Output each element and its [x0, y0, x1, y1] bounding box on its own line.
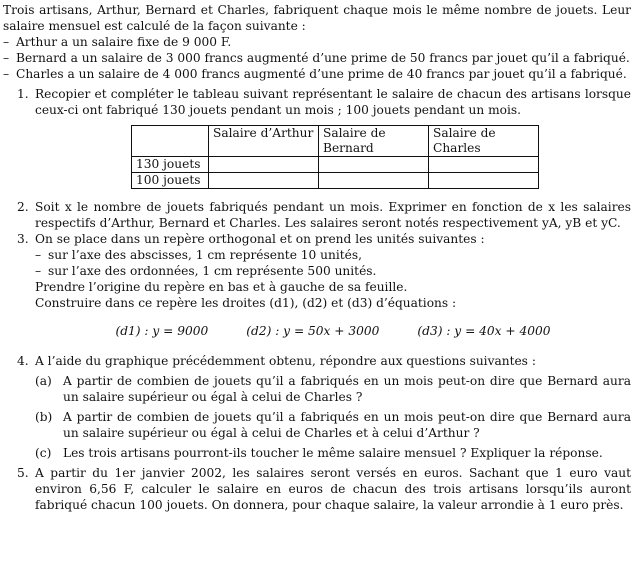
question-5-text: A partir du 1er janvier 2002, les salaires seront versés en euros. Sachant que 1 euro vaut environ 6,56 F, calculer le salaire en euros de chacun des trois artisans lorsqu’ils auront fabriqué chacun 100 jouets. On donnera, pour chaque salaire, la valeur arrondie à 1 euro près. [35, 466, 631, 512]
question-4b-text: A partir de combien de jouets qu’il a fabriqués en un mois peut-on dire que Bernard aura un salaire supérieur ou égal à celui de Charles et à celui d’Arthur ? [63, 410, 631, 440]
question-4b [35, 409, 631, 441]
table-header-row [132, 126, 539, 157]
question-1 [3, 86, 631, 189]
question-2-number: 2. [17, 200, 29, 214]
question-3-item-ordinate: – sur l’axe des ordonnées, 1 cm représente 500 unités. [35, 263, 631, 279]
question-3-origin: Prendre l’origine du repère en bas et à gauche de sa feuille. [35, 280, 408, 294]
table-cell [319, 157, 429, 173]
question-4a-text: A partir de combien de jouets qu’il a fabriqués en un mois peut-on dire que Bernard aura un salaire supérieur ou égal à celui de Charles ? [63, 374, 631, 404]
table-row [132, 173, 539, 189]
question-4-text: A l’aide du graphique précédemment obtenu, répondre aux questions suivantes : [35, 354, 536, 368]
question-3-intro: On se place dans un repère orthogonal et on prend les unités suivantes : [35, 232, 485, 246]
table-cell [319, 173, 429, 189]
question-4a [35, 373, 631, 405]
intro-item-charles: – Charles a un salaire de 4 000 francs augmenté d’une prime de 40 francs par jouet qu’il a fabriqué. [3, 66, 631, 82]
question-2-text: Soit x le nombre de jouets fabriqués pendant un mois. Exprimer en fonction de x les salaires respectifs d’Arthur, Bernard et Charles. Les salaires seront notés respectivement yA, yB et yC. [35, 200, 631, 230]
question-3-item-abscissa: – sur l’axe des abscisses, 1 cm représente 10 unités, [35, 247, 631, 263]
question-4c-label: (c) [35, 446, 52, 460]
question-3-construct: Construire dans ce repère les droites (d1), (d2) et (d3) d’équations : [35, 296, 457, 310]
question-4a-label: (a) [35, 374, 52, 388]
table-header-charles: Salaire de Charles [429, 126, 539, 157]
exercise-document [3, 2, 631, 513]
question-1-number: 1. [17, 87, 29, 101]
question-3 [3, 231, 631, 339]
question-3-number: 3. [17, 232, 29, 246]
table-cell [429, 173, 539, 189]
question-4 [3, 353, 631, 461]
intro-item-bernard: – Bernard a un salaire de 3 000 francs augmenté d’une prime de 50 francs par jouet qu’il a fabriqué. [3, 50, 631, 66]
table-header-cell-empty [132, 126, 209, 157]
salary-table [131, 125, 539, 189]
question-1-text: Recopier et compléter le tableau suivant représentant le salaire de chacun des artisans lorsque ceux-ci ont fabriqué 130 jouets pendant un mois ; 100 jouets pendant un mois. [35, 87, 631, 117]
table-header-bernard: Salaire de Bernard [319, 126, 429, 157]
equation-d1: (d1) : y = 9000 [115, 324, 209, 338]
question-5 [3, 465, 631, 513]
intro-item-arthur: – Arthur a un salaire fixe de 9 000 F. [3, 34, 631, 50]
question-4-number: 4. [17, 354, 29, 368]
table-cell [209, 157, 319, 173]
table-header-arthur: Salaire d’Arthur [209, 126, 319, 157]
equations-row [35, 323, 631, 339]
table-row [132, 157, 539, 173]
equation-d3: (d3) : y = 40x + 4000 [417, 324, 551, 338]
question-4c [35, 445, 631, 461]
question-4b-label: (b) [35, 410, 53, 424]
question-5-number: 5. [17, 466, 29, 480]
table-row-label: 100 jouets [132, 173, 209, 189]
intro-paragraph: Trois artisans, Arthur, Bernard et Charles, fabriquent chaque mois le même nombre de jouets. Leur salaire mensuel est calculé de la façon suivante : [3, 3, 631, 33]
table-cell [209, 173, 319, 189]
equation-d2: (d2) : y = 50x + 3000 [246, 324, 380, 338]
table-row-label: 130 jouets [132, 157, 209, 173]
question-2 [3, 199, 631, 231]
table-cell [429, 157, 539, 173]
question-4c-text: Les trois artisans pourront-ils toucher le même salaire mensuel ? Expliquer la réponse. [63, 446, 603, 460]
